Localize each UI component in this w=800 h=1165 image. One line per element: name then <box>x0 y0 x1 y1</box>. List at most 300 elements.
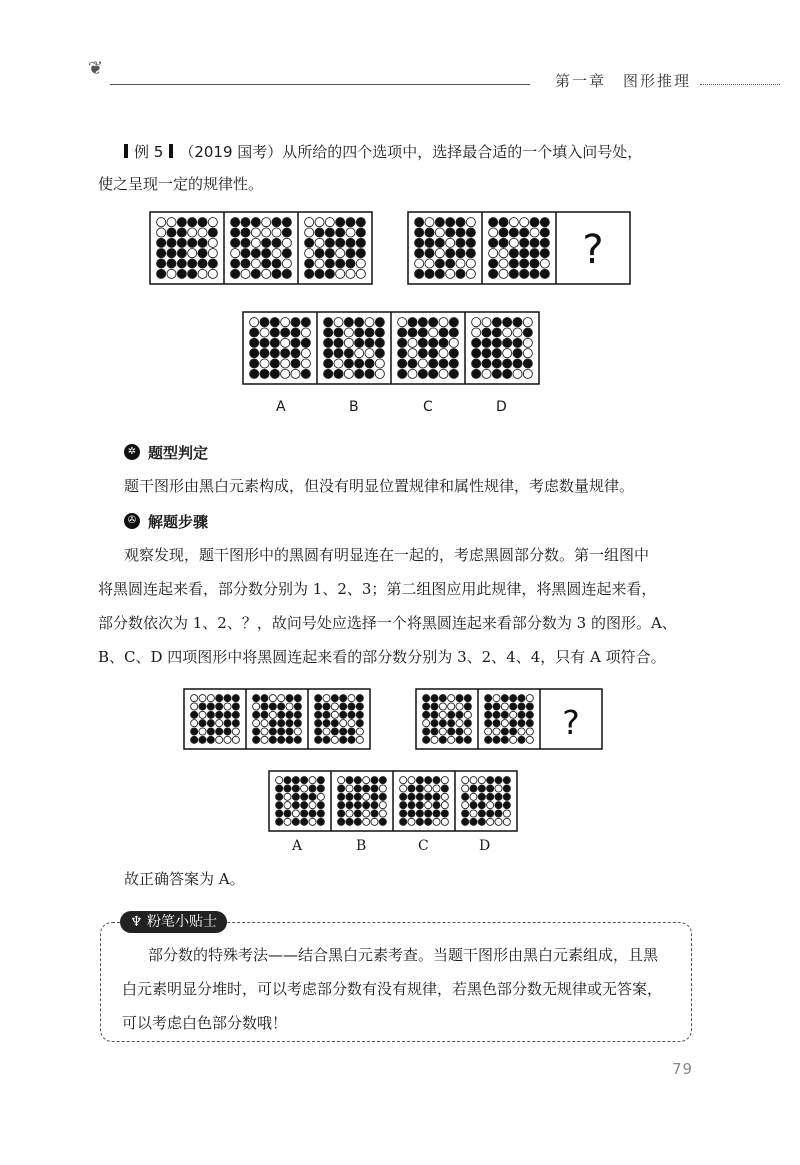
grid-circle <box>503 349 512 358</box>
grid-circle <box>199 736 206 743</box>
grid-circle <box>191 703 198 710</box>
grid-circle <box>492 338 501 347</box>
grid-circle <box>423 736 430 743</box>
grid-circle <box>315 703 322 710</box>
grid-circle <box>354 818 361 825</box>
grid-circle <box>513 328 522 337</box>
grid-circle <box>495 777 502 784</box>
grid-circle <box>415 259 424 268</box>
grid-circle <box>340 728 347 735</box>
grid-circle <box>191 720 198 727</box>
grid-circle <box>224 695 231 702</box>
grid-circle <box>523 318 532 327</box>
grid-circle <box>262 259 271 268</box>
grid-circle <box>261 711 268 718</box>
grid-circle <box>250 328 259 337</box>
grid-circle <box>317 810 324 817</box>
grid-circle <box>199 703 206 710</box>
grid-circle <box>282 269 291 278</box>
grid-circle <box>334 369 343 378</box>
grid-circle <box>509 228 518 237</box>
grid-circle <box>207 736 214 743</box>
grid-circle <box>272 238 281 247</box>
grid-circle <box>408 359 417 368</box>
grid-circle <box>495 802 502 809</box>
grid-circle <box>439 349 448 358</box>
grid-circle <box>371 810 378 817</box>
grid-circle <box>431 736 438 743</box>
grid-circle <box>331 711 338 718</box>
grid-circle <box>301 818 308 825</box>
grid-circle <box>439 711 446 718</box>
grid-circle <box>495 818 502 825</box>
grid-circle <box>261 720 268 727</box>
grid-circle <box>346 777 353 784</box>
grid-circle <box>260 369 269 378</box>
grid-circle <box>291 318 300 327</box>
grid-circle <box>325 238 334 247</box>
grid-circle <box>294 695 301 702</box>
grid-circle <box>503 328 512 337</box>
grid-circle <box>232 736 239 743</box>
grid-circle <box>276 785 283 792</box>
grid-circle <box>325 259 334 268</box>
section-title-steps: 解题步骤 <box>148 513 209 531</box>
grid-circle <box>338 810 345 817</box>
grid-circle <box>253 711 260 718</box>
grid-circle <box>253 720 260 727</box>
grid-circle <box>441 777 448 784</box>
grid-circle <box>323 736 330 743</box>
grid-circle <box>456 249 465 258</box>
grid-circle <box>269 736 276 743</box>
grid-circle <box>540 228 549 237</box>
grid-circle <box>439 695 446 702</box>
grid-circle <box>198 228 207 237</box>
grid-circle <box>340 703 347 710</box>
grid-circle <box>493 711 500 718</box>
grid-circle <box>449 338 458 347</box>
grid-circle <box>503 785 510 792</box>
grid-circle <box>305 228 314 237</box>
grid-circle <box>260 328 269 337</box>
grid-circle <box>354 802 361 809</box>
grid-circle <box>317 802 324 809</box>
grid-circle <box>446 238 455 247</box>
grid-circle <box>408 793 415 800</box>
grid-circle <box>365 338 374 347</box>
grid-circle <box>482 328 491 337</box>
grid-circle <box>301 359 310 368</box>
grid-circle <box>466 249 475 258</box>
grid-circle <box>472 328 481 337</box>
grid-circle <box>485 728 492 735</box>
grid-circle <box>346 218 355 227</box>
grid-circle <box>309 793 316 800</box>
grid-circle <box>250 359 259 368</box>
grid-circle <box>356 720 363 727</box>
grid-circle <box>448 728 455 735</box>
grid-circle <box>464 695 471 702</box>
grid-circle <box>356 259 365 268</box>
grid-circle <box>262 228 271 237</box>
grid-circle <box>398 369 407 378</box>
grid-circle <box>286 736 293 743</box>
grid-circle <box>379 810 386 817</box>
grid-circle <box>286 728 293 735</box>
grid-circle <box>363 810 370 817</box>
grid-circle <box>478 802 485 809</box>
gear-icon: ✲ <box>124 444 140 460</box>
grid-circle <box>241 259 250 268</box>
grid-circle <box>523 349 532 358</box>
grid-circle <box>354 810 361 817</box>
grid-circle <box>340 736 347 743</box>
grid-circle <box>493 695 500 702</box>
grid-circle <box>503 338 512 347</box>
grid-circle <box>375 338 384 347</box>
grid-circle <box>371 802 378 809</box>
grid-circle <box>398 328 407 337</box>
grid-circle <box>270 359 279 368</box>
grid-circle <box>346 785 353 792</box>
grid-circle <box>301 369 310 378</box>
grid-circle <box>253 703 260 710</box>
grid-circle <box>429 328 438 337</box>
grid-circle <box>503 369 512 378</box>
grid-circle <box>315 259 324 268</box>
grid-circle <box>346 269 355 278</box>
grid-circle <box>526 728 533 735</box>
grid-circle <box>356 218 365 227</box>
grid-circle <box>270 369 279 378</box>
grid-circle <box>281 338 290 347</box>
grid-circle <box>207 711 214 718</box>
option-label-a: A <box>276 399 286 415</box>
grid-circle <box>224 703 231 710</box>
grid-circle <box>177 218 186 227</box>
grid-circle <box>435 218 444 227</box>
grid-circle <box>281 369 290 378</box>
grid-circle <box>478 785 485 792</box>
grid-circle <box>363 793 370 800</box>
grid-circle <box>338 785 345 792</box>
grid-circle <box>408 802 415 809</box>
grid-circle <box>216 728 223 735</box>
grid-circle <box>356 249 365 258</box>
grid-circle <box>331 720 338 727</box>
grid-circle <box>286 720 293 727</box>
grid-circle <box>509 218 518 227</box>
grid-circle <box>495 785 502 792</box>
grid-circle <box>526 695 533 702</box>
grid-circle <box>309 818 316 825</box>
grid-circle <box>530 249 539 258</box>
grid-circle <box>418 338 427 347</box>
option-label-c: C <box>423 399 433 415</box>
grid-circle <box>188 218 197 227</box>
grid-circle <box>418 328 427 337</box>
grid-circle <box>375 349 384 358</box>
grid-circle <box>305 238 314 247</box>
grid-circle <box>449 318 458 327</box>
grid-circle <box>278 695 285 702</box>
grid-circle <box>493 703 500 710</box>
grid-circle <box>439 338 448 347</box>
grid-circle <box>356 269 365 278</box>
grid-circle <box>501 703 508 710</box>
grid-circle <box>208 218 217 227</box>
grid-circle <box>331 695 338 702</box>
grid-circle <box>513 359 522 368</box>
grid-circle <box>478 818 485 825</box>
grid-circle <box>472 359 481 368</box>
grid-circle <box>344 318 353 327</box>
grid-circle <box>348 695 355 702</box>
grid-circle <box>188 269 197 278</box>
grid-circle <box>198 249 207 258</box>
grid-circle <box>462 785 469 792</box>
grid-circle <box>286 695 293 702</box>
grid-circle <box>276 818 283 825</box>
grid-circle <box>157 228 166 237</box>
grid-circle <box>208 228 217 237</box>
grid-circle <box>301 793 308 800</box>
grid-circle <box>269 703 276 710</box>
grid-circle <box>281 318 290 327</box>
grid-circle <box>425 228 434 237</box>
grid-circle <box>278 728 285 735</box>
grid-circle <box>493 720 500 727</box>
grid-circle <box>446 259 455 268</box>
sprout-icon: ❦ <box>88 58 104 79</box>
grid-circle <box>356 238 365 247</box>
question-mark: ? <box>582 227 604 273</box>
grid-circle <box>324 349 333 358</box>
grid-circle <box>231 249 240 258</box>
grid-circle <box>291 349 300 358</box>
grid-circle <box>503 810 510 817</box>
grid-circle <box>325 269 334 278</box>
grid-circle <box>416 810 423 817</box>
grid-circle <box>530 269 539 278</box>
grid-circle <box>346 228 355 237</box>
grid-circle <box>526 711 533 718</box>
grid-circle <box>400 818 407 825</box>
grid-circle <box>523 338 532 347</box>
grid-circle <box>435 249 444 258</box>
grid-circle <box>188 249 197 258</box>
grid-circle <box>375 328 384 337</box>
grid-circle <box>518 695 525 702</box>
grid-circle <box>272 269 281 278</box>
grid-circle <box>425 802 432 809</box>
grid-circle <box>281 349 290 358</box>
grid-circle <box>251 218 260 227</box>
grid-circle <box>336 238 345 247</box>
grid-circle <box>425 259 434 268</box>
grid-circle <box>199 695 206 702</box>
grid-circle <box>415 238 424 247</box>
grid-circle <box>291 359 300 368</box>
grid-circle <box>448 720 455 727</box>
grid-circle <box>425 785 432 792</box>
grid-circle <box>499 259 508 268</box>
grid-circle <box>526 720 533 727</box>
grid-circle <box>456 720 463 727</box>
grid-circle <box>416 785 423 792</box>
grid-circle <box>331 728 338 735</box>
grid-circle <box>398 338 407 347</box>
grid-circle <box>400 810 407 817</box>
grid-circle <box>272 228 281 237</box>
grid-circle <box>485 720 492 727</box>
grid-circle <box>232 728 239 735</box>
grid-circle <box>365 359 374 368</box>
grid-circle <box>261 703 268 710</box>
grid-circle <box>305 259 314 268</box>
grid-circle <box>284 810 291 817</box>
grid-circle <box>305 249 314 258</box>
grid-circle <box>518 728 525 735</box>
grid-circle <box>540 249 549 258</box>
grid-circle <box>499 238 508 247</box>
section-title-judgement: 题型判定 <box>148 444 209 462</box>
grid-circle <box>167 249 176 258</box>
grid-circle <box>315 249 324 258</box>
grid-circle <box>261 728 268 735</box>
grid-circle <box>292 793 299 800</box>
grid-circle <box>470 802 477 809</box>
grid-circle <box>199 728 206 735</box>
grid-circle <box>281 359 290 368</box>
grid-circle <box>231 238 240 247</box>
grid-circle <box>503 359 512 368</box>
grid-circle <box>429 318 438 327</box>
grid-circle <box>495 810 502 817</box>
grid-circle <box>523 359 532 368</box>
grid-circle <box>466 259 475 268</box>
grid-circle <box>323 703 330 710</box>
grid-circle <box>449 349 458 358</box>
grid-circle <box>232 720 239 727</box>
grid-circle <box>241 238 250 247</box>
grid-circle <box>188 238 197 247</box>
grid-circle <box>292 785 299 792</box>
grid-circle <box>520 238 529 247</box>
grid-circle <box>510 728 517 735</box>
grid-circle <box>487 818 494 825</box>
grid-circle <box>416 802 423 809</box>
grid-circle <box>262 218 271 227</box>
grid-circle <box>431 695 438 702</box>
grid-circle <box>177 249 186 258</box>
grid-circle <box>439 720 446 727</box>
grid-circle <box>191 736 198 743</box>
question-line-1: 从所给的四个选项中，选择最合适的一个填入问号处， <box>282 143 643 161</box>
grid-circle <box>253 695 260 702</box>
grid-circle <box>356 703 363 710</box>
grid-circle <box>348 711 355 718</box>
grid-circle <box>216 695 223 702</box>
grid-circle <box>520 228 529 237</box>
grid-circle <box>520 269 529 278</box>
grid-circle <box>309 785 316 792</box>
grid-circle <box>324 369 333 378</box>
grid-circle <box>354 785 361 792</box>
grid-circle <box>157 269 166 278</box>
grid-circle <box>501 711 508 718</box>
grid-circle <box>416 818 423 825</box>
grid-circle <box>464 711 471 718</box>
grid-circle <box>207 728 214 735</box>
grid-circle <box>292 802 299 809</box>
grid-circle <box>501 736 508 743</box>
grid-circle <box>251 249 260 258</box>
grid-circle <box>433 810 440 817</box>
grid-circle <box>439 359 448 368</box>
grid-circle <box>232 711 239 718</box>
grid-circle <box>344 359 353 368</box>
grid-circle <box>423 720 430 727</box>
grid-circle <box>472 338 481 347</box>
grid-circle <box>157 259 166 268</box>
grid-circle <box>363 818 370 825</box>
grid-circle <box>365 369 374 378</box>
grid-circle <box>305 218 314 227</box>
grid-circle <box>188 228 197 237</box>
grid-circle <box>493 736 500 743</box>
grid-circle <box>340 711 347 718</box>
grid-circle <box>272 259 281 268</box>
grid-circle <box>492 369 501 378</box>
grid-circle <box>513 369 522 378</box>
grid-circle <box>400 785 407 792</box>
grid-circle <box>291 369 300 378</box>
grid-circle <box>294 711 301 718</box>
grid-circle <box>510 736 517 743</box>
grid-circle <box>441 818 448 825</box>
grid-circle <box>355 318 364 327</box>
grid-circle <box>284 777 291 784</box>
grid-circle <box>400 793 407 800</box>
tip-label-text: 粉笔小贴士 <box>147 914 218 930</box>
grid-circle <box>167 259 176 268</box>
grid-circle <box>439 369 448 378</box>
grid-circle <box>485 711 492 718</box>
grid-circle <box>492 349 501 358</box>
grid-circle <box>325 218 334 227</box>
grid-circle <box>520 249 529 258</box>
option-label-d: D <box>479 838 491 854</box>
grid-circle <box>462 810 469 817</box>
grid-circle <box>518 703 525 710</box>
grid-circle <box>415 218 424 227</box>
grid-circle <box>309 802 316 809</box>
grid-circle <box>177 228 186 237</box>
grid-circle <box>250 349 259 358</box>
grid-circle <box>292 777 299 784</box>
grid-circle <box>356 228 365 237</box>
grid-circle <box>540 238 549 247</box>
grid-circle <box>207 703 214 710</box>
grid-circle <box>167 238 176 247</box>
grid-circle <box>294 728 301 735</box>
grid-circle <box>501 695 508 702</box>
grid-circle <box>334 338 343 347</box>
grid-circle <box>276 777 283 784</box>
grid-circle <box>224 711 231 718</box>
